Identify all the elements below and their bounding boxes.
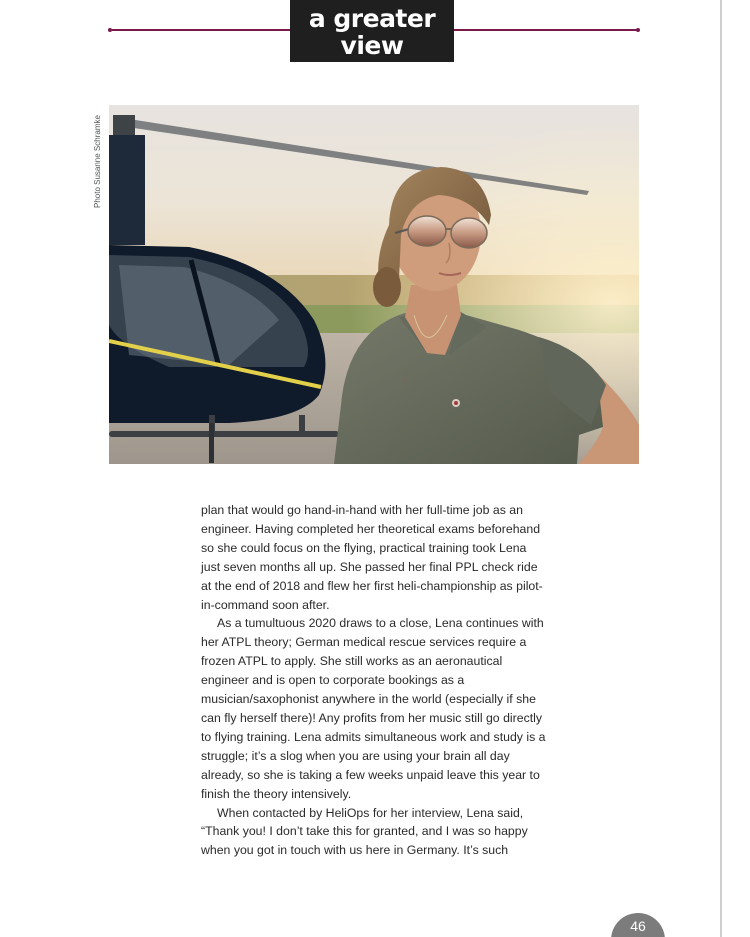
article-body — [201, 501, 546, 860]
photo-credit: Photo Susanne Schramke — [93, 115, 102, 208]
page-number: 46 — [611, 913, 665, 937]
page-edge — [720, 0, 722, 937]
article-paragraph-3: When contacted by HeliOps for her interview, Lena said, “Thank you! I don’t take this for granted, and I was so happy when you got in touch with us here in Germany. It’s such — [201, 805, 528, 858]
article-photo — [109, 105, 639, 464]
header-rule-left — [112, 29, 290, 31]
section-title-line1: a greater — [308, 4, 436, 33]
section-title — [290, 0, 454, 62]
photo-illustration — [109, 105, 639, 464]
article-paragraph-1: plan that would go hand-in-hand with her full-time job as an engineer. Having completed her theoretical exams beforehand so she could focus on the flying, practical training took Lena just seven months all up. She passed her final PPL check ride at the end of 2018 and flew her first heli-championship as pilot-in-command soon after. — [201, 503, 543, 612]
header-rule-dot-right — [636, 28, 640, 32]
article-paragraph-2: As a tumultuous 2020 draws to a close, Lena continues with her ATPL theory; German medical rescue services require a frozen ATPL to apply. She still works as an aeronautical engineer and is open to corporate bookings as a musician/saxophonist anywhere in the world (especially if she can fly herself there)! Any profits from her music still go directly to flying training. Lena admits simultaneous work and study is a struggle; it’s a slog when you are using your brain all day already, so she is taking a few weeks unpaid leave this year to finish the theory intensively. — [201, 616, 546, 801]
header-rule-right — [454, 29, 638, 31]
section-title-line2: view — [340, 31, 404, 60]
